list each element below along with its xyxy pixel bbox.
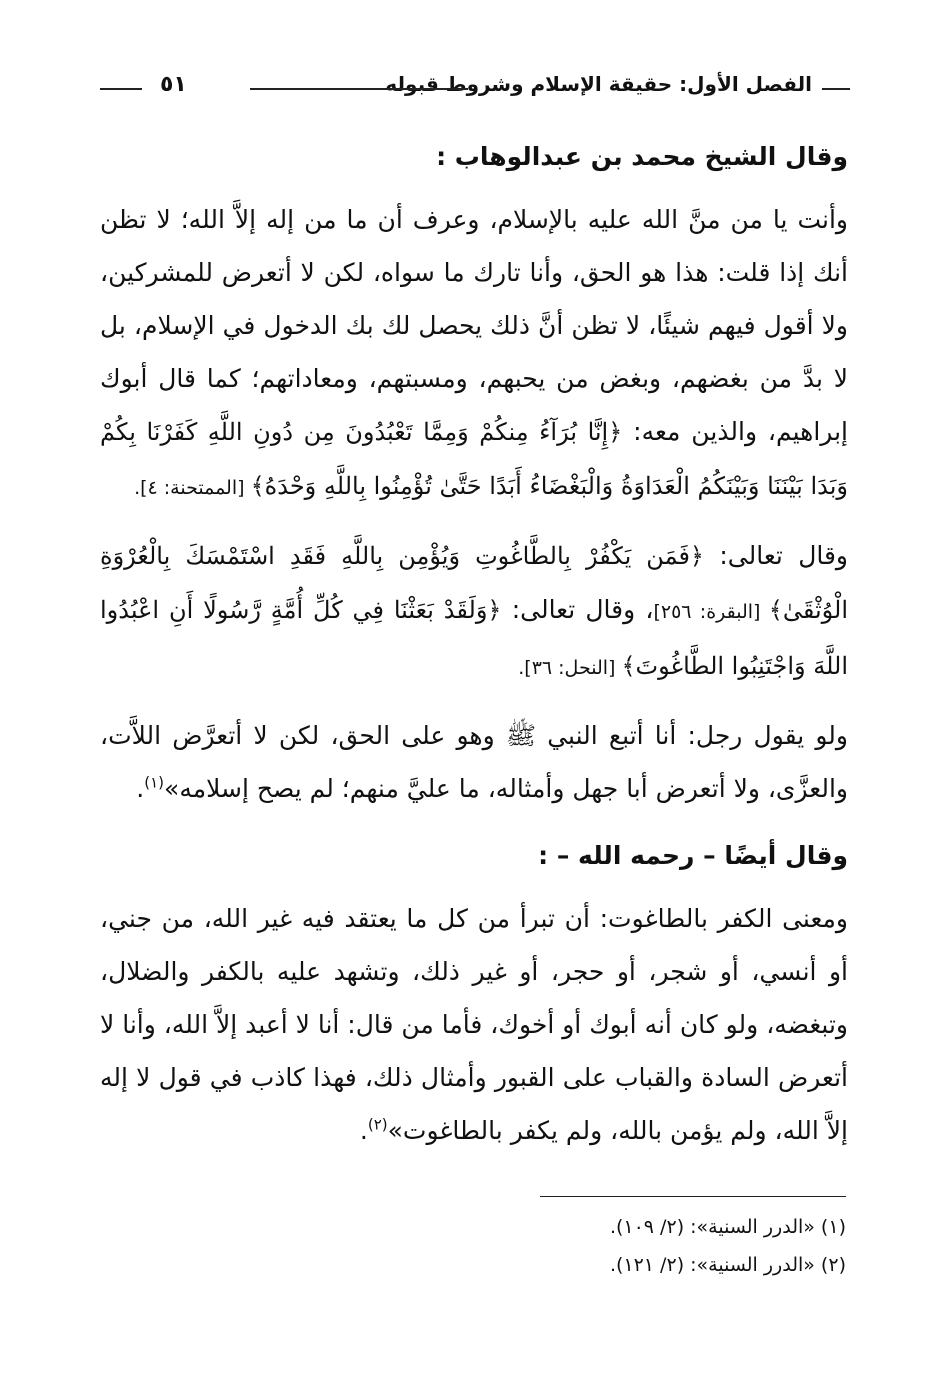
paragraph-3 bbox=[100, 709, 848, 815]
paragraph-3-end: . bbox=[136, 774, 145, 803]
header-dash-left bbox=[100, 88, 142, 90]
main-text bbox=[100, 130, 848, 1171]
paragraph-3-text: ولو يقول رجل: أنا أتبع النبي ﷺ وهو على الحق، لكن لا أتعرَّض اللاَّت، والعزَّى، ولا أتعرض أبا جهل وأمثاله، ما عليَّ منهم؛ لم يصح إسلامه» bbox=[100, 721, 848, 803]
footnote-separator bbox=[540, 1196, 846, 1197]
verse-reference-mumtahina: [الممتحنة: ٤]. bbox=[134, 477, 251, 499]
paragraph-2 bbox=[100, 529, 848, 695]
paragraph-4-text: ومعنى الكفر بالطاغوت: أن تبرأ من كل ما يعتقد فيه غير الله، من جني، أو أنسي، أو شجر، أو حجر، أو غير ذلك، وتشهد عليه بالكفر والضلال، وتبغضه، ولو كان أنه أبوك أو أخوك، فأما من قال: أنا لا أعبد إلاَّ الله، وأنا لا أتعرض السادة والقباب على القبور وأمثال ذلك، فهذا كاذب في قول لا إله إلاَّ الله، ولم يؤمن بالله، ولم يكفر بالطاغوت» bbox=[100, 904, 848, 1145]
footnote-1: (١) «الدرر السنية»: (٢/ ١٠٩). bbox=[609, 1216, 846, 1238]
paragraph-1-text: وأنت يا من منَّ الله عليه بالإسلام، وعرف أن ما من إله إلاَّ الله؛ لا تظن أنك إذا قلت: هذا هو الحق، وأنا تارك ما سواه، لكن لا أتعرض للمشركين، ولا أقول فيهم شيئًا، لا تظن أنَّ ذلك يحصل لك بك الدخول في الإسلام، بل لا بدَّ من بغضهم، وبغض من يحبهم، ومسبتهم، ومعاداتهم؛ كما قال أبوك إبراهيم، والذين معه: bbox=[100, 205, 848, 446]
section-heading-1: وقال الشيخ محمد بن عبدالوهاب : bbox=[436, 142, 848, 171]
footnote-marker-2[interactable]: (٢) bbox=[367, 1115, 388, 1134]
paragraph-4 bbox=[100, 892, 848, 1157]
quran-verse-baqara: ﴿فَمَن يَكْفُرْ بِالطَّاغُوتِ وَيُؤْمِن بِاللَّهِ فَقَدِ اسْتَمْسَكَ بِالْعُرْوَةِ الْوُثْقَىٰ﴾ bbox=[100, 542, 849, 624]
quran-verse-mumtahina: ﴿إِنَّا بُرَآءُ مِنكُمْ وَمِمَّا تَعْبُدُونَ مِن دُونِ اللَّهِ كَفَرْنَا بِكُمْ وَبَدَا بَيْنَنَا وَبَيْنَكُمُ الْعَدَاوَةُ وَالْبَغْضَاءُ أَبَدًا حَتَّىٰ تُؤْمِنُوا بِاللَّهِ وَحْدَهُ﴾ bbox=[100, 418, 848, 500]
header-rule bbox=[250, 88, 468, 90]
running-header bbox=[100, 70, 850, 106]
header-dash-right bbox=[822, 88, 850, 90]
page-number: ٥١ bbox=[160, 72, 187, 97]
paragraph-4-end: . bbox=[359, 1116, 368, 1145]
footnotes bbox=[106, 1208, 846, 1284]
paragraph-2-text-2: ، وقال تعالى: bbox=[501, 595, 654, 624]
paragraph-2-text-1: وقال تعالى: bbox=[703, 541, 848, 570]
verse-reference-nahl: [النحل: ٣٦]. bbox=[518, 657, 622, 679]
footnote-2: (٢) «الدرر السنية»: (٢/ ١٢١). bbox=[609, 1254, 846, 1276]
paragraph-1 bbox=[100, 193, 848, 515]
section-heading-2: وقال أيضًا – رحمه الله – : bbox=[538, 841, 848, 870]
footnote-marker-1[interactable]: (١) bbox=[144, 773, 165, 792]
verse-reference-baqara: [البقرة: ٢٥٦] bbox=[653, 601, 769, 623]
quran-verse-nahl: ﴿وَلَقَدْ بَعَثْنَا فِي كُلِّ أُمَّةٍ رَّسُولًا أَنِ اعْبُدُوا اللَّهَ وَاجْتَنِبُوا الطَّاغُوتَ﴾ bbox=[100, 596, 848, 680]
chapter-title: الفصل الأول: حقيقة الإسلام وشروط قبوله bbox=[385, 72, 812, 96]
